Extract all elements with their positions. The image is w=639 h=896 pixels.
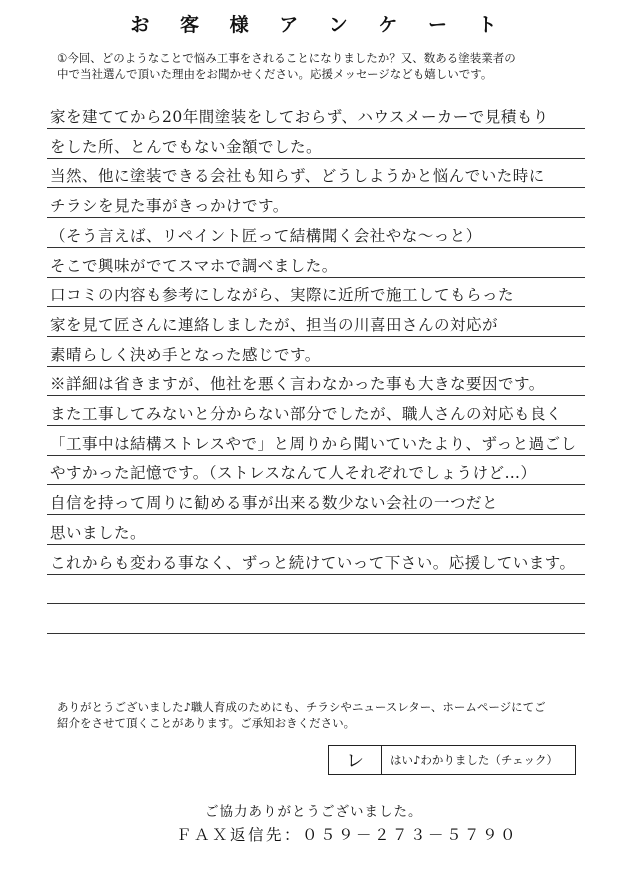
consent-label: はい♪わかりました（チェック） xyxy=(390,753,558,767)
answer-line: 思いました。 xyxy=(50,524,147,542)
ruled-line xyxy=(47,544,585,545)
answer-line: そこで興味がでてスマホで調べました。 xyxy=(50,257,338,275)
ruled-line xyxy=(47,484,585,485)
ruled-line xyxy=(47,633,585,634)
answer-line: また工事してみないと分からない部分でしたが、職人さんの対応も良く xyxy=(50,405,563,423)
ruled-line xyxy=(47,158,585,159)
question-line-1: ①今回、どのようなことで悩み工事をされることになりましたか？又、数ある塗装業者の xyxy=(57,51,516,65)
answer-line: これからも変わる事なく、ずっと続けていって下さい。応援しています。 xyxy=(50,554,576,572)
answer-line: をした所、とんでもない金額でした。 xyxy=(50,138,323,156)
answer-line: （そう言えば、リペイント匠って結構聞く会社やな〜っと） xyxy=(50,227,482,245)
thanks-text: ご協力ありがとうございました。 xyxy=(205,804,423,820)
ruled-line xyxy=(47,455,585,456)
publication-note xyxy=(57,699,597,731)
answer-line: ※詳細は省きますが、他社を悪く言わなかった事も大きな要因です。 xyxy=(50,375,545,393)
ruled-line xyxy=(47,336,585,337)
answer-line: チラシを見た事がきっかけです。 xyxy=(50,197,289,215)
ruled-line xyxy=(47,187,585,188)
ruled-line xyxy=(47,128,585,129)
ruled-line xyxy=(47,574,585,575)
check-mark[interactable]: レ xyxy=(329,746,382,774)
answer-line: 「工事中は結構ストレスやで」と周りから聞いていたより、ずっと過ごし xyxy=(50,435,577,453)
ruled-line xyxy=(47,395,585,396)
answer-line: 自信を持って周りに勧める事が出来る数少ない会社の一つだと xyxy=(50,494,499,512)
answer-line: 家を見て匠さんに連絡しましたが、担当の川喜田さんの対応が xyxy=(50,316,499,334)
answer-line: 素晴らしく決め手となった感じです。 xyxy=(50,346,321,364)
answer-line: 当然、他に塗装できる会社も知らず、どうしようかと悩んでいた時に xyxy=(50,167,545,185)
ruled-line xyxy=(47,217,585,218)
fax-number: ＦＡＸ返信先：０５９－２７３－５７９０ xyxy=(176,826,519,844)
answer-line: 口コミの内容も参考にしながら、実際に近所で施工してもらった xyxy=(50,286,515,304)
answer-line: やすかった記憶です。（ストレスなんて人それぞれでしょうけど…） xyxy=(50,464,537,482)
ruled-line xyxy=(47,603,585,604)
note-line-1: ありがとうございました♪職人育成のためにも、チラシやニュースレター、ホームページにてご xyxy=(57,700,546,714)
consent-checkbox-row[interactable] xyxy=(328,745,576,775)
ruled-line xyxy=(47,514,585,515)
ruled-line xyxy=(47,306,585,307)
ruled-line xyxy=(47,425,585,426)
ruled-line xyxy=(47,277,585,278)
answer-line: 家を建ててから20年間塗装をしておらず、ハウスメーカーで見積もり xyxy=(50,108,549,126)
note-line-2: 紹介をさせて頂くことがあります。ご承知おきください。 xyxy=(57,716,356,730)
ruled-line xyxy=(47,366,585,367)
question-text xyxy=(57,50,597,82)
question-line-2: 中で当社選んで頂いた理由をお聞かせください。応援メッセージなども嬉しいです。 xyxy=(57,67,493,81)
survey-title: お 客 様 ア ン ケ ー ト xyxy=(130,14,509,36)
ruled-line xyxy=(47,247,585,248)
